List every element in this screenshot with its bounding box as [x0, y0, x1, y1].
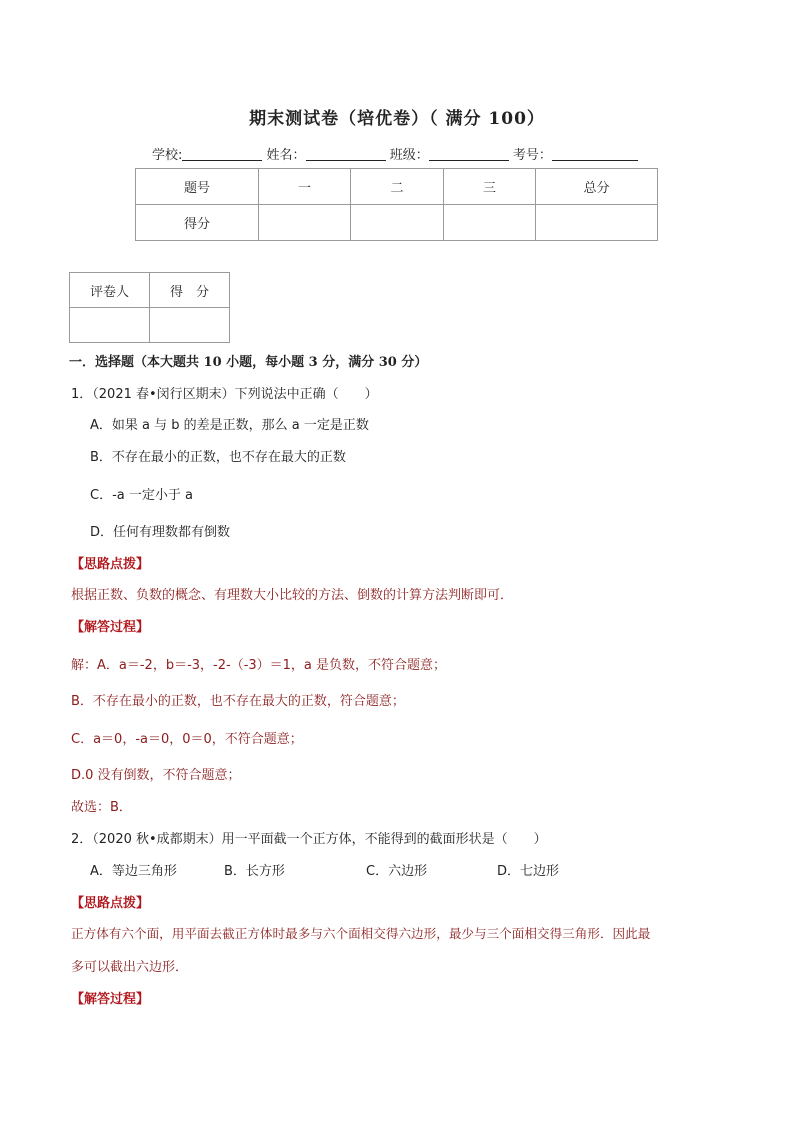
score-cell[interactable] [536, 205, 658, 241]
score-table [135, 168, 658, 241]
question-2-option-c: C．六边形 [366, 864, 428, 879]
exam-number-label: 考号： [512, 148, 552, 163]
hint-tag: 【思路点拨】 [71, 557, 150, 572]
question-1-stem: 1．（2021 春•闵行区期末）下列说法中正确（ ） [71, 387, 378, 402]
solution-line: 故选：B． [71, 800, 132, 815]
grader-score-cell[interactable] [150, 308, 230, 343]
name-blank[interactable] [306, 146, 386, 161]
grader-header-cell: 得 分 [150, 273, 230, 308]
solution-tag: 【解答过程】 [71, 992, 150, 1007]
page-title: 期末测试卷（培优卷）（ 满分 100） [249, 109, 545, 129]
question-2-option-b: B．长方形 [224, 864, 285, 879]
hint-text: 多可以截出六边形． [71, 960, 189, 975]
question-2-option-a: A．等边三角形 [90, 864, 177, 879]
score-row-label: 得分 [136, 205, 259, 241]
name-label: 姓名： [266, 148, 306, 163]
student-info-row [152, 144, 638, 163]
grader-table [69, 272, 230, 343]
solution-line: C．a＝0，-a＝0，0＝0，不符合题意； [71, 732, 303, 747]
class-label: 班级： [389, 148, 429, 163]
score-table-header-row [136, 169, 658, 205]
hint-text: 根据正数、负数的概念、有理数大小比较的方法、倒数的计算方法判断即可． [71, 588, 514, 603]
score-header-cell: 三 [444, 169, 536, 205]
solution-line: D.0 没有倒数，不符合题意； [71, 768, 241, 783]
score-header-cell: 题号 [136, 169, 259, 205]
grader-cell[interactable] [70, 308, 150, 343]
question-1-option-c: C．-a 一定小于 a [90, 488, 193, 503]
section-heading: 一．选择题（本大题共 10 小题，每小题 3 分，满分 30 分） [69, 355, 428, 370]
school-label: 学校: [152, 148, 183, 163]
grader-table-input-row [70, 308, 230, 343]
score-table-score-row [136, 205, 658, 241]
grader-header-cell: 评卷人 [70, 273, 150, 308]
question-1-option-b: B．不存在最小的正数，也不存在最大的正数 [90, 450, 346, 465]
question-2-stem: 2．（2020 秋•成都期末）用一平面截一个正方体，不能得到的截面形状是（ ） [71, 832, 547, 847]
question-2-option-d: D．七边形 [497, 864, 560, 879]
class-blank[interactable] [429, 146, 509, 161]
exam-number-blank[interactable] [552, 146, 638, 161]
grader-table-header-row [70, 273, 230, 308]
question-1-option-d: D．任何有理数都有倒数 [90, 525, 231, 540]
school-blank[interactable] [182, 146, 262, 161]
hint-tag: 【思路点拨】 [71, 896, 150, 911]
score-cell[interactable] [259, 205, 351, 241]
hint-text: 正方体有六个面，用平面去截正方体时最多与六个面相交得六边形，最少与三个面相交得三角形．因此最 [71, 926, 651, 941]
solution-line: B．不存在最小的正数，也不存在最大的正数，符合题意； [71, 694, 405, 709]
solution-tag: 【解答过程】 [71, 620, 150, 635]
score-header-cell: 一 [259, 169, 351, 205]
solution-line: 解：A．a＝-2，b＝-3，-2-（-3）＝1，a 是负数，不符合题意； [71, 658, 447, 673]
score-header-cell: 总分 [536, 169, 658, 205]
question-1-option-a: A．如果 a 与 b 的差是正数，那么 a 一定是正数 [90, 418, 369, 433]
score-cell[interactable] [351, 205, 444, 241]
score-cell[interactable] [444, 205, 536, 241]
score-header-cell: 二 [351, 169, 444, 205]
